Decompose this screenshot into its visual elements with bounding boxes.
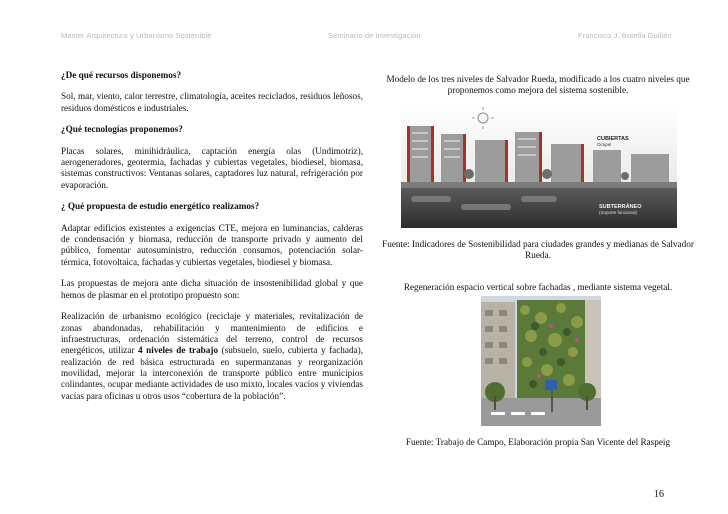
figure2-source: Fuente: Trabajo de Campo, Elaboración propia San Vicente del Raspeig — [405, 437, 671, 447]
label-cubiertas-sub: Ocupel — [597, 142, 612, 147]
question-energy-study: ¿ Qué propuesta de estudio energético realizamos? — [61, 201, 260, 212]
label-subterraneo-sub: (Soporte funcional) — [599, 210, 638, 215]
header-center: Seminario de Investigación — [328, 31, 421, 40]
crosswalk-sign-icon — [545, 380, 557, 390]
street-level — [401, 182, 677, 188]
label-subterraneo: SUBTERRÁNEO — [599, 204, 642, 210]
tree-trunk-left — [494, 396, 496, 410]
header-left: Master Arquitectura y Urbanismo Sostenible — [61, 31, 212, 40]
paragraph-proposals-intro: Las propuestas de mejora ante dicha situación de insostenibilidad global y que hemos de plasmar en el prototipo propuesto son: — [61, 278, 363, 300]
question-technologies: ¿Qué tecnologías proponemos? — [61, 124, 183, 135]
four-levels-bold: 4 niveles de trabajo — [138, 345, 219, 356]
figure1-caption: Modelo de los tres niveles de Salvador Rueda, modificado a los cuatro niveles que proponemos como mejora del sistema sostenible. — [386, 74, 690, 96]
figure2-caption: Regeneración espacio vertical sobre fachadas , mediante sistema vegetal. — [403, 282, 673, 292]
paragraph-ecological-urbanism — [61, 311, 363, 401]
label-cubiertas: CUBIERTAS — [597, 136, 629, 142]
header-right: Francisco J. Botella Guillén — [578, 31, 672, 40]
three-levels-diagram — [401, 104, 677, 228]
tree-trunk-right — [586, 396, 588, 410]
page-number: 16 — [654, 489, 664, 500]
crosswalk — [491, 412, 545, 415]
question-resources: ¿De qué recursos disponemos? — [61, 70, 182, 80]
left-column — [61, 70, 363, 412]
paragraph-energy-study: Adaptar edificios existentes a exigencias CTE, mejora en luminancias, calderas de condensación y biomasa, reducción de transporte privado y aumento del público, fomentar autosuministro, reducción consumos, potenciación solar-térmica, fotovoltaica, fachadas y cubiertas vegetales, biodiesel y biomasa. — [61, 222, 363, 267]
green-facade-photo — [481, 296, 601, 426]
ecological-urbanism-text-b: (subsuelo, suelo, cubierta y fachada), realización de red básica estructurada en supermanzanas y reorganización movilidad, mejorar la interconexión de transporte público entre municipios colindantes, ocupar mediante actividades de uso mixto, locales vacíos y viviendas vacías para oficinas u otros usos “cobertura de la población”. — [61, 345, 363, 401]
paragraph-technologies: Placas solares, minihidráulica, captación energía olas (Undimotriz), aerogeneradores, geotermia, fachadas y cubiertas vegetales, biodiesel, biomasa, sistemas constructivos: Ventanas solares, captadores luz natural, refrigeración por evaporación. — [61, 145, 363, 190]
ecological-urbanism-text-a: Realización de urbanismo ecológico (reciclaje y materiales, revitalización de zonas abandonadas, rehabilitación y mantenimiento de edificios e infraestructuras, ordenación sistemática del terreno, control de recursos energéticos, utilizar — [61, 311, 363, 356]
sign-pole — [551, 388, 553, 412]
paragraph-resources: Sol, mar, viento, calor terrestre, climatología, aceites reciclados, residuos leñosos, residuos domésticos e industriales. — [61, 91, 363, 113]
figure1-source: Fuente: Indicadores de Sostenibilidad para ciudades grandes y medianas de Salvador Rueda. — [382, 239, 694, 261]
